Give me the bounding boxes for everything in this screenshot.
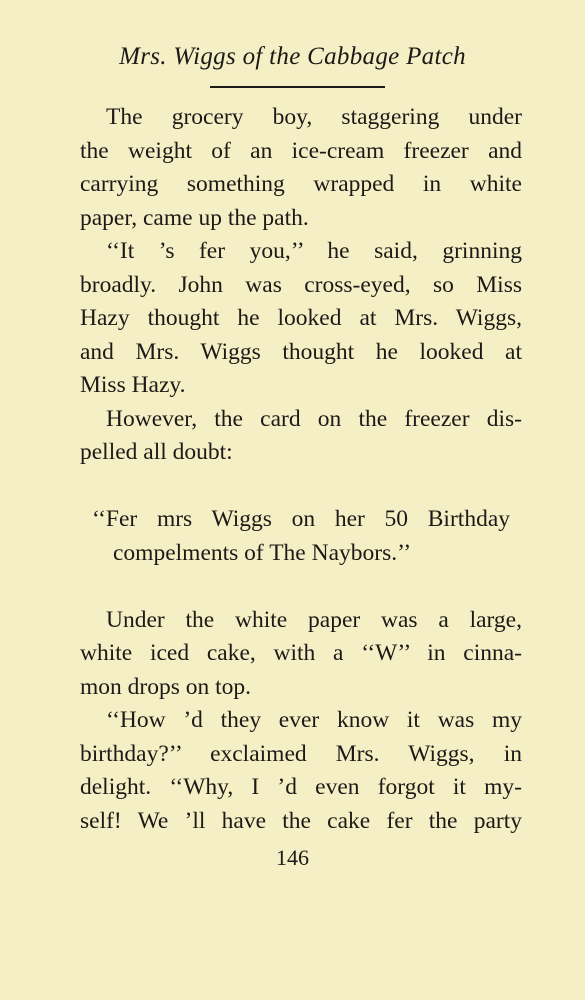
text-line: carrying something wrapped in white <box>80 171 522 197</box>
text-line: self! We ’ll have the cake fer the party <box>80 808 522 834</box>
text-line: The grocery boy, staggering under <box>106 104 522 130</box>
text-line: paper, came up the path. <box>80 205 309 231</box>
head-rule <box>210 86 385 88</box>
text-line: ‘‘How ’d they ever know it was my <box>106 707 522 733</box>
page-number: 146 <box>276 845 309 870</box>
text-line: white iced cake, with a ‘‘W’’ in cinna- <box>80 640 522 666</box>
text-line: birthday?’’ exclaimed Mrs. Wiggs, in <box>80 741 522 767</box>
quoted-card-line: compelments of The Naybors.’’ <box>113 540 412 566</box>
running-head: Mrs. Wiggs of the Cabbage Patch <box>119 43 466 70</box>
text-line: pelled all doubt: <box>80 439 233 465</box>
quoted-card-line: ‘‘Fer mrs Wiggs on her 50 Birthday <box>92 506 510 532</box>
text-line: delight. ‘‘Why, I ’d even forgot it my- <box>80 774 522 800</box>
text-line: ‘‘It ’s fer you,’’ he said, grinning <box>106 238 522 264</box>
text-line: However, the card on the freezer dis- <box>106 406 522 432</box>
text-line: mon drops on top. <box>80 674 252 700</box>
text-line: Under the white paper was a large, <box>106 607 522 633</box>
text-line: and Mrs. Wiggs thought he looked at <box>80 339 522 365</box>
text-line: the weight of an ice-cream freezer and <box>80 138 522 164</box>
text-line: broadly. John was cross-eyed, so Miss <box>80 272 522 298</box>
text-line: Hazy thought he looked at Mrs. Wiggs, <box>80 305 522 331</box>
text-line: Miss Hazy. <box>80 372 186 398</box>
